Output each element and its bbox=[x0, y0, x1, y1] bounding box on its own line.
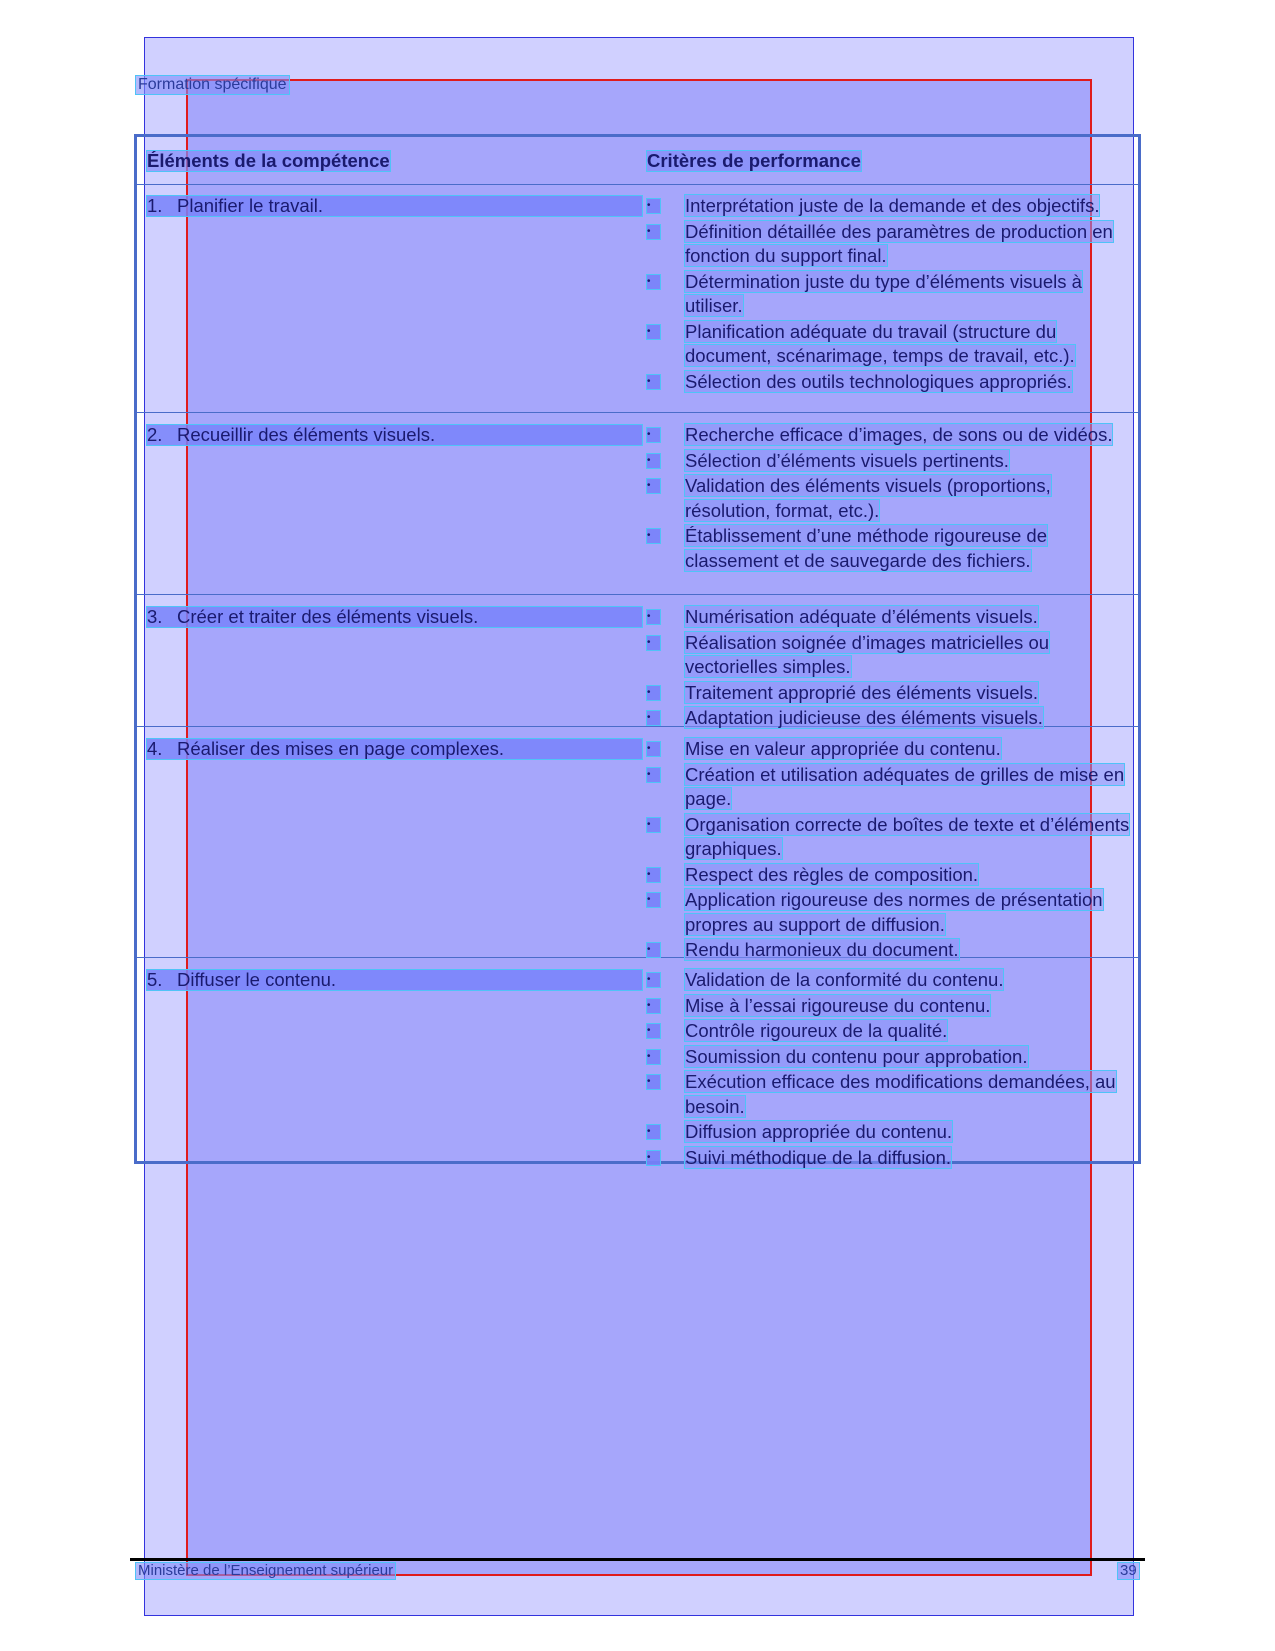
criteria-item bbox=[647, 474, 1137, 523]
element-text: Diffuser le contenu. bbox=[177, 969, 337, 990]
bullet-icon: • bbox=[647, 1024, 660, 1038]
competency-element bbox=[147, 607, 642, 627]
table-row bbox=[137, 184, 1138, 413]
criteria-text: Sélection d’éléments visuels pertinents. bbox=[685, 449, 1009, 471]
bullet-icon: • bbox=[647, 1125, 660, 1139]
criteria-text: Création et utilisation adéquates de grilles de mise en page. bbox=[685, 763, 1125, 809]
competency-element bbox=[147, 739, 642, 759]
table-row bbox=[137, 958, 1138, 1168]
criteria-item bbox=[647, 605, 1137, 630]
criteria-item bbox=[647, 423, 1137, 448]
bullet-icon: • bbox=[647, 893, 660, 907]
bullet-icon: • bbox=[647, 1075, 660, 1089]
bullet-icon: • bbox=[647, 711, 660, 725]
element-number: 4. bbox=[147, 738, 163, 759]
bullet-icon: • bbox=[647, 636, 660, 650]
criteria-text: Mise à l’essai rigoureuse du contenu. bbox=[685, 994, 991, 1016]
criteria-item bbox=[647, 888, 1137, 937]
footer-rule bbox=[130, 1558, 1145, 1561]
element-text: Réaliser des mises en page complexes. bbox=[177, 738, 504, 759]
criteria-item bbox=[647, 863, 1137, 888]
criteria-text: Soumission du contenu pour approbation. bbox=[685, 1045, 1028, 1067]
table-row bbox=[137, 413, 1138, 595]
criteria-text: Validation des éléments visuels (proportions, résolution, format, etc.). bbox=[685, 475, 1051, 521]
bullet-icon: • bbox=[647, 454, 660, 468]
criteria-item bbox=[647, 681, 1137, 706]
bullet-icon: • bbox=[647, 529, 660, 543]
criteria-text: Exécution efficace des modifications demandées, au besoin. bbox=[685, 1071, 1116, 1117]
column-header-elements: Éléments de la compétence bbox=[147, 150, 390, 171]
criteria-list bbox=[647, 423, 1137, 574]
criteria-item bbox=[647, 1146, 1137, 1171]
criteria-text: Diffusion appropriée du contenu. bbox=[685, 1121, 953, 1142]
bullet-icon: • bbox=[647, 818, 660, 832]
criteria-text: Contrôle rigoureux de la qualité. bbox=[685, 1020, 948, 1041]
element-text: Recueillir des éléments visuels. bbox=[177, 424, 436, 445]
bullet-icon: • bbox=[647, 375, 660, 389]
criteria-text: Application rigoureuse des normes de présentation propres au support de diffusion. bbox=[685, 889, 1103, 935]
criteria-item bbox=[647, 449, 1137, 474]
element-number: 2. bbox=[147, 424, 163, 445]
bullet-icon: • bbox=[647, 943, 660, 957]
element-number: 3. bbox=[147, 606, 163, 627]
element-text: Créer et traiter des éléments visuels. bbox=[177, 606, 479, 627]
table-row bbox=[137, 595, 1138, 727]
bullet-icon: • bbox=[647, 686, 660, 700]
element-number: 1. bbox=[147, 195, 163, 216]
criteria-text: Détermination juste du type d’éléments visuels à utiliser. bbox=[685, 270, 1082, 316]
page-number: 39 bbox=[1120, 1562, 1137, 1579]
bullet-icon: • bbox=[647, 999, 660, 1013]
criteria-list bbox=[647, 194, 1137, 395]
bullet-icon: • bbox=[647, 479, 660, 493]
criteria-text: Validation de la conformité du contenu. bbox=[685, 969, 1004, 990]
section-header: Formation spécifique bbox=[138, 76, 287, 93]
bullet-icon: • bbox=[647, 868, 660, 882]
element-text: Planifier le travail. bbox=[177, 195, 324, 216]
bullet-icon: • bbox=[647, 1050, 660, 1064]
bullet-icon: • bbox=[647, 973, 660, 987]
criteria-list bbox=[647, 737, 1137, 964]
table-header-row bbox=[137, 137, 1138, 185]
criteria-item bbox=[647, 813, 1137, 862]
criteria-text: Traitement approprié des éléments visuels. bbox=[685, 681, 1039, 703]
column-header-criteria: Critères de performance bbox=[647, 150, 861, 171]
criteria-text: Numérisation adéquate d’éléments visuels. bbox=[685, 606, 1038, 627]
bullet-icon: • bbox=[647, 610, 660, 624]
bullet-icon: • bbox=[647, 742, 660, 756]
bullet-icon: • bbox=[647, 428, 660, 442]
criteria-item bbox=[647, 763, 1137, 812]
competency-table bbox=[134, 134, 1141, 1168]
criteria-text: Réalisation soignée d’images matricielles ou vectorielles simples. bbox=[685, 631, 1050, 677]
criteria-text: Planification adéquate du travail (structure du document, scénarimage, temps de travail, etc.). bbox=[685, 320, 1075, 366]
criteria-text: Respect des règles de composition. bbox=[685, 863, 979, 885]
bullet-icon: • bbox=[647, 199, 660, 213]
bullet-icon: • bbox=[647, 768, 660, 782]
competency-element bbox=[147, 425, 642, 445]
criteria-item bbox=[647, 968, 1137, 993]
criteria-list bbox=[647, 605, 1137, 732]
criteria-text: Suivi méthodique de la diffusion. bbox=[685, 1146, 952, 1168]
bullet-icon: • bbox=[647, 225, 660, 239]
criteria-item bbox=[647, 524, 1137, 573]
criteria-text: Sélection des outils technologiques appropriés. bbox=[685, 370, 1072, 392]
element-number: 5. bbox=[147, 969, 163, 990]
criteria-text: Adaptation judicieuse des éléments visuels. bbox=[685, 707, 1043, 728]
criteria-item bbox=[647, 194, 1137, 219]
criteria-item bbox=[647, 270, 1137, 319]
criteria-item bbox=[647, 1045, 1137, 1070]
criteria-text: Mise en valeur appropriée du contenu. bbox=[685, 738, 1001, 759]
criteria-item bbox=[647, 1070, 1137, 1119]
criteria-item bbox=[647, 631, 1137, 680]
criteria-text: Définition détaillée des paramètres de production en fonction du support final. bbox=[685, 220, 1113, 266]
criteria-list bbox=[647, 968, 1137, 1171]
competency-element bbox=[147, 196, 642, 216]
criteria-text: Interprétation juste de la demande et des objectifs. bbox=[685, 195, 1100, 216]
criteria-item bbox=[647, 320, 1137, 369]
competency-element bbox=[147, 970, 642, 990]
table-row bbox=[137, 727, 1138, 958]
criteria-item bbox=[647, 994, 1137, 1019]
criteria-item bbox=[647, 220, 1137, 269]
criteria-text: Rendu harmonieux du document. bbox=[685, 939, 959, 960]
criteria-text: Organisation correcte de boîtes de texte et d’éléments graphiques. bbox=[685, 813, 1130, 859]
bullet-icon: • bbox=[647, 1151, 660, 1165]
criteria-item bbox=[647, 1019, 1137, 1044]
bullet-icon: • bbox=[647, 275, 660, 289]
criteria-item bbox=[647, 1120, 1137, 1145]
footer-ministry: Ministère de l’Enseignement supérieur bbox=[138, 1562, 394, 1579]
criteria-text: Établissement d’une méthode rigoureuse de classement et de sauvegarde des fichiers. bbox=[685, 525, 1048, 571]
bullet-icon: • bbox=[647, 325, 660, 339]
criteria-item bbox=[647, 370, 1137, 395]
criteria-item bbox=[647, 737, 1137, 762]
criteria-text: Recherche efficace d’images, de sons ou de vidéos. bbox=[685, 424, 1113, 445]
